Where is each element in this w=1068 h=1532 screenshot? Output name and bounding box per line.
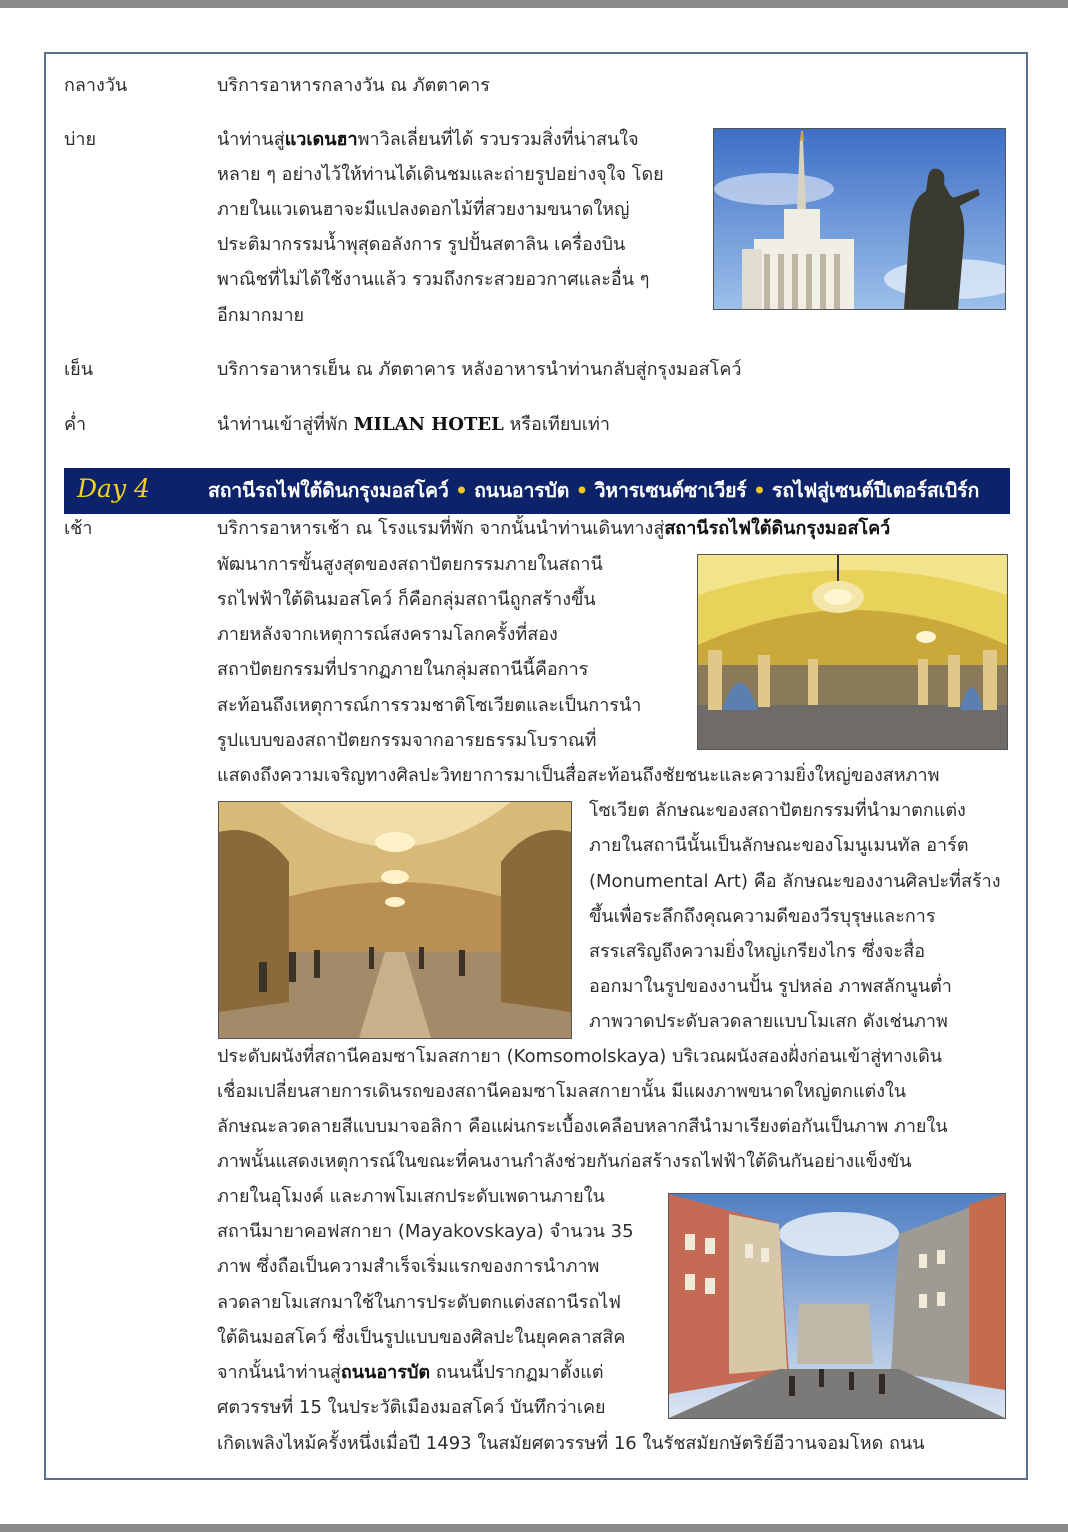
- metro-text-line: ภาพ ซึ่งถือเป็นความสำเร็จเริ่มแรกของการนำภาพ: [217, 1256, 600, 1277]
- metro-text-line: ภายหลังจากเหตุการณ์สงครามโลกครั้งที่สอง: [217, 624, 558, 645]
- arbat-text-line: จากนั้นนำท่านสู่ถนนอารบัต ถนนนี้ปรากฏมาตั้งแต่: [217, 1362, 604, 1383]
- arbat-street-photo: [668, 1193, 1006, 1419]
- hotel-name: MILAN HOTEL: [353, 414, 504, 435]
- metro-text-line: ลวดลายโมเสกมาใช้ในการประดับตกแต่งสถานีรถไฟ: [217, 1292, 622, 1313]
- route-separator: •: [753, 479, 766, 502]
- afternoon-line-5: พาณิชที่ไม่ได้ใช้งานแล้ว รวมถึงกระสวยอวกาศและอื่น ๆ: [217, 269, 650, 290]
- kievskaya-station-photo: [218, 801, 572, 1039]
- vdnkh-lenin-statue-photo: [713, 128, 1006, 310]
- metro-text-line: ใต้ดินมอสโคว์ ซึ่งเป็นรูปแบบของศิลปะในยุคคลาสสิค: [217, 1327, 626, 1348]
- afternoon-line-3: ภายในแวเดนฮาจะมีแปลงดอกไม้ที่สวยงามขนาดใหญ่: [217, 199, 630, 220]
- arbat-text-line: ศตวรรษที่ 15 ในประวัติเมืองมอสโคว์ บันทึกว่าเคย: [217, 1397, 606, 1418]
- morning-first-line: บริการอาหารเช้า ณ โรงแรมที่พัก จากนั้นนำท่านเดินทางสู่สถานีรถไฟใต้ดินกรุงมอสโคว์: [217, 518, 891, 539]
- day-4-banner: [64, 468, 1010, 514]
- route-separator: •: [575, 479, 588, 502]
- metro-text-line: ภาพวาดประดับลวดลายแบบโมเสก ดังเช่นภาพ: [589, 1011, 948, 1032]
- route-stop-metro: สถานีรถไฟใต้ดินกรุงมอสโคว์: [208, 479, 449, 502]
- bottom-edge-bar: [0, 1524, 1068, 1532]
- metro-text-line: พัฒนาการขั้นสูงสุดของสถาปัตยกรรมภายในสถานี: [217, 554, 603, 575]
- time-label-lunch: กลางวัน: [64, 75, 128, 96]
- afternoon-line-1: นำท่านสู่แวเดนฮาพาวิลเลี่ยนที่ได้ รวบรวมสิ่งที่น่าสนใจ: [217, 129, 639, 150]
- vdnkh-highlight: แวเดนฮา: [284, 129, 358, 150]
- metro-full-line: เชื่อมเปลี่ยนสายการเดินรถของสถานีคอมซาโมลสกายานั้น มีแผงภาพขนาดใหญ่ตกแต่งใน: [217, 1081, 907, 1102]
- metro-text-line: ภายในอุโมงค์ และภาพโมเสกประดับเพดานภายใน: [217, 1186, 605, 1207]
- metro-highlight: สถานีรถไฟใต้ดินกรุงมอสโคว์: [664, 518, 891, 539]
- afternoon-line-6: อีกมากมาย: [217, 305, 305, 326]
- day-tag: [64, 468, 152, 514]
- night-text: นำท่านเข้าสู่ที่พัก MILAN HOTEL หรือเทียบเท่า: [217, 414, 610, 435]
- route-separator: •: [455, 479, 468, 502]
- route-stop-train: รถไฟสู่เซนต์ปีเตอร์สเบิร์ก: [772, 479, 980, 502]
- metro-text-line: ขึ้นเพื่อระลึกถึงคุณความดีของวีรบุรุษและการ: [589, 906, 936, 927]
- arbat-highlight: ถนนอารบัต: [340, 1362, 431, 1383]
- evening-text: บริการอาหารเย็น ณ ภัตตาคาร หลังอาหารนำท่านกลับสู่กรุงมอสโคว์: [217, 359, 742, 380]
- time-label-evening: เย็น: [64, 359, 94, 380]
- time-label-morning: เช้า: [64, 518, 93, 539]
- route-stop-arbat: ถนนอารบัต: [474, 479, 570, 502]
- komsomolskaya-station-photo: [697, 554, 1008, 750]
- metro-text-line: ออกมาในรูปของงานปั้น รูปหล่อ ภาพสลักนูนต่ำ: [589, 976, 952, 997]
- metro-text-line: สถาปัตยกรรมที่ปรากฏภายในกลุ่มสถานีนี้คือการ: [217, 659, 589, 680]
- metro-text-line: สะท้อนถึงเหตุการณ์การรวมชาติโซเวียตและเป็นการนำ: [217, 695, 642, 716]
- afternoon-line-2: หลาย ๆ อย่างไว้ให้ท่านได้เดินชมและถ่ายรูปอย่างจุใจ โดย: [217, 164, 664, 185]
- metro-text-line: สถานีมายาคอฟสกายา (Mayakovskaya) จำนวน 35: [217, 1221, 634, 1242]
- afternoon-line-4: ประติมากรรมน้ำพุสุดอลังการ รูปปั้นสตาลิน เครื่องบิน: [217, 234, 626, 255]
- metro-text-line: รูปแบบของสถาปัตยกรรมจากอารยธรรมโบราณที่: [217, 730, 597, 751]
- metro-full-line-1: แสดงถึงความเจริญทางศิลปะวิทยาการมาเป็นสื่อสะท้อนถึงชัยชนะและความยิ่งใหญ่ของสหภาพ: [217, 765, 940, 786]
- time-label-afternoon: บ่าย: [64, 129, 97, 150]
- day-number: Day 4: [77, 474, 150, 503]
- metro-text-line: โซเวียต ลักษณะของสถาปัตยกรรมที่นำมาตกแต่ง: [589, 800, 966, 821]
- day-route: [208, 475, 979, 506]
- arbat-text-line-last: เกิดเพลิงไหม้ครั้งหนึ่งเมื่อปี 1493 ในสมัยศตวรรษที่ 16 ในรัชสมัยกษัตริย์อีวานจอมโหด ถนน: [217, 1433, 925, 1454]
- top-edge-bar: [0, 0, 1068, 8]
- metro-text-line: (Monumental Art) คือ ลักษณะของงานศิลปะที่สร้าง: [589, 871, 1001, 892]
- metro-text-line: สรรเสริญถึงความยิ่งใหญ่เกรียงไกร ซึ่งจะสื่อ: [589, 941, 926, 962]
- metro-full-line: ภาพนั้นแสดงเหตุการณ์ในขณะที่คนงานกำลังช่วยกันก่อสร้างรถไฟฟ้าใต้ดินกันอย่างแข็งขัน: [217, 1151, 912, 1172]
- metro-text-line: รถไฟฟ้าใต้ดินมอสโคว์ ก็คือกลุ่มสถานีถูกสร้างขึ้น: [217, 589, 596, 610]
- lunch-text: บริการอาหารกลางวัน ณ ภัตตาคาร: [217, 75, 490, 96]
- metro-full-line: ประดับผนังที่สถานีคอมซาโมลสกายา (Komsomolskaya) บริเวณผนังสองฝั่งก่อนเข้าสู่ทางเดิน: [217, 1046, 943, 1067]
- metro-text-line: ภายในสถานีนั้นเป็นลักษณะของโมนูเมนทัล อาร์ต: [589, 835, 969, 856]
- route-stop-cathedral: วิหารเซนต์ซาเวียร์: [594, 479, 747, 502]
- metro-full-line: ลักษณะลวดลายสีแบบมาจอลิกา คือแผ่นกระเบื้องเคลือบหลากสีนำมาเรียงต่อกันเป็นภาพ ภายใน: [217, 1116, 948, 1137]
- time-label-night: ค่ำ: [64, 414, 87, 435]
